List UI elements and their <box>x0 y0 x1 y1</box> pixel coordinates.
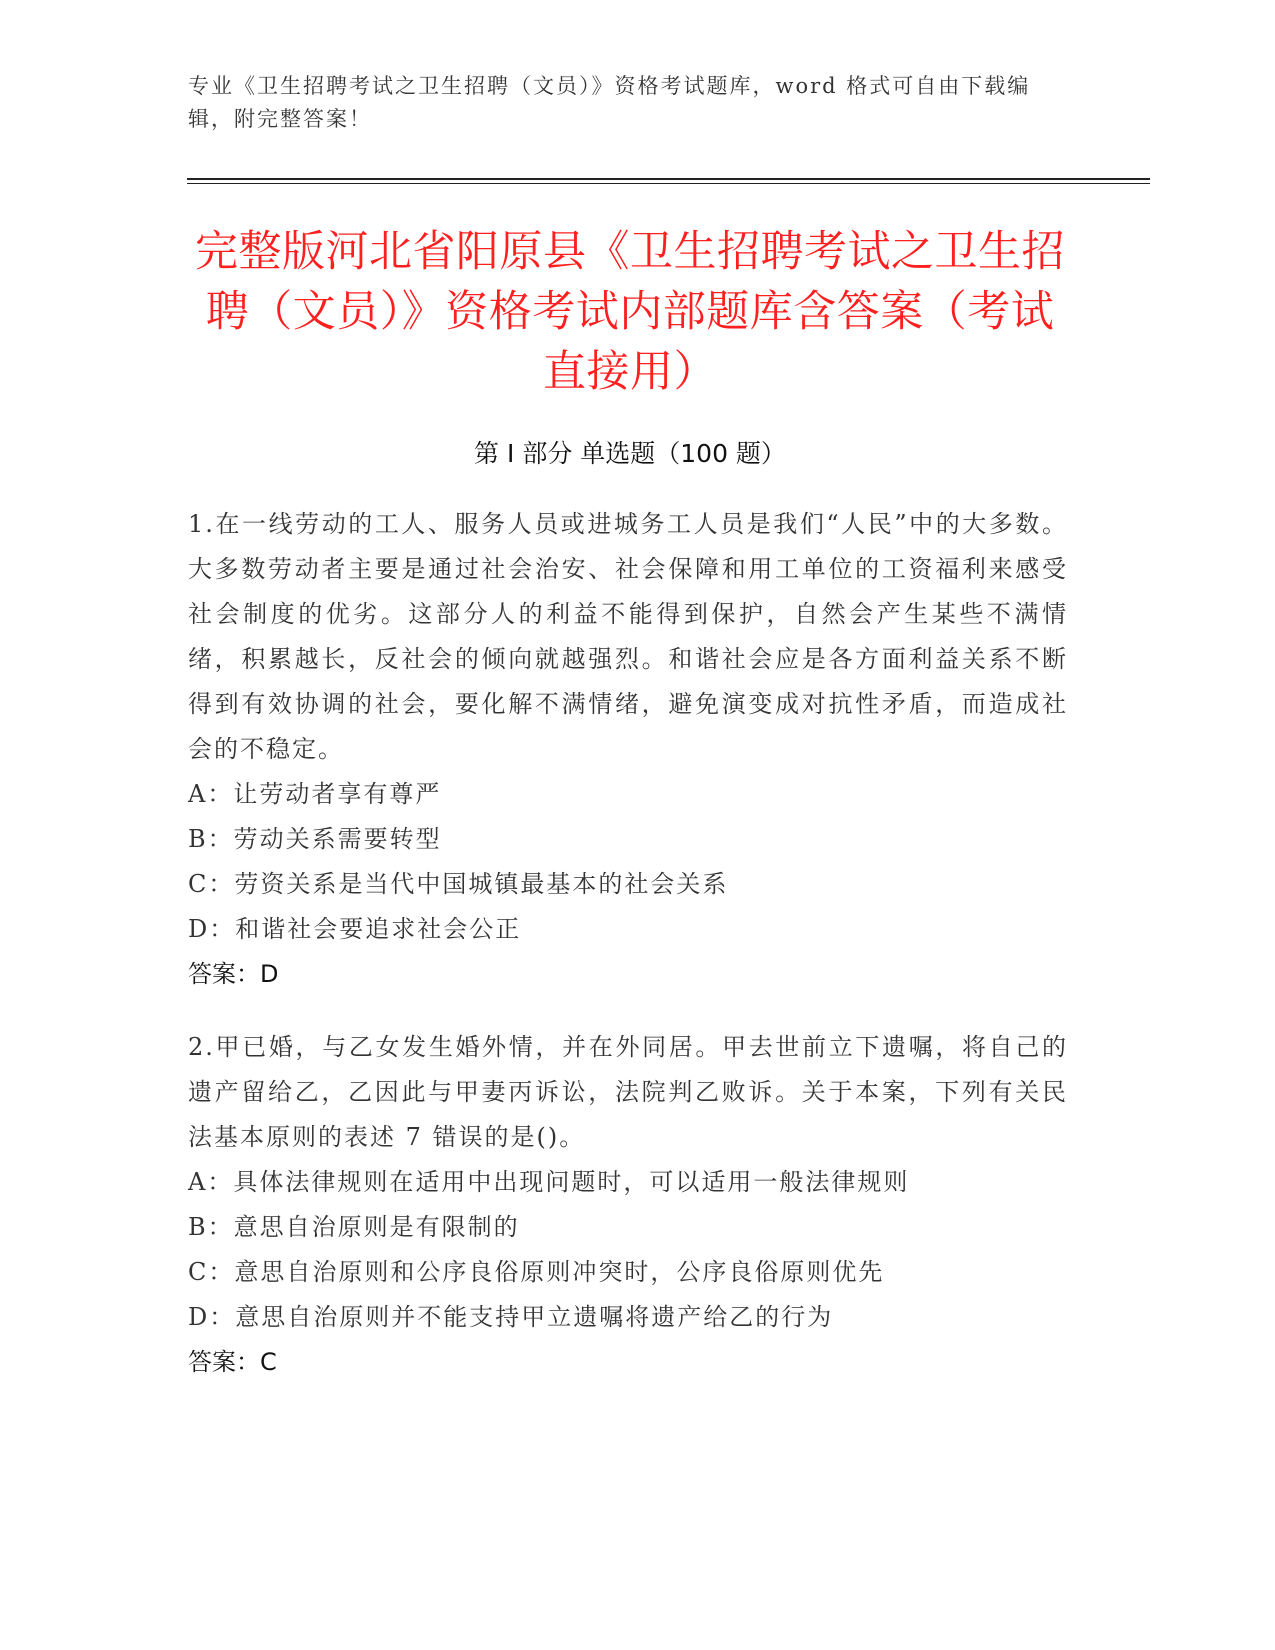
header-divider-thick <box>187 178 1150 180</box>
document-title: 完整版河北省阳原县《卫生招聘考试之卫生招聘（文员）》资格考试内部题库含答案（考试直接用） <box>195 227 1065 397</box>
question-stem: 2.甲已婚，与乙女发生婚外情，并在外同居。甲去世前立下遗嘱，将自己的遗产留给乙，乙因此与甲妻丙诉讼，法院判乙败诉。关于本案，下列有关民法基本原则的表述 7 错误的是()。 <box>188 1033 1068 1151</box>
option-c: C：意思自治原则和公序良俗原则冲突时，公序良俗原则优先 <box>188 1258 885 1286</box>
option-d: D：和谐社会要追求社会公正 <box>188 915 522 943</box>
header-note: 专业《卫生招聘考试之卫生招聘（文员）》资格考试题库，word 格式可自由下载编辑，附完整答案！ <box>188 74 1031 131</box>
question-stem: 1.在一线劳动的工人、服务人员或进城务工人员是我们“人民”中的大多数。大多数劳动者主要是通过社会治安、社会保障和用工单位的工资福利来感受社会制度的优劣。这部分人的利益不能得到保护，自然会产生某些不满情绪，积累越长，反社会的倾向就越强烈。和谐社会应是各方面利益关系不断得到有效协调的社会，要化解不满情绪，避免演变成对抗性矛盾，而造成社会的不稳定。 <box>188 510 1068 763</box>
option-b: B：意思自治原则是有限制的 <box>188 1213 520 1241</box>
option-d: D：意思自治原则并不能支持甲立遗嘱将遗产给乙的行为 <box>188 1303 834 1331</box>
question-2 <box>188 1025 1068 1385</box>
answer: 答案：C <box>188 1348 277 1376</box>
section-heading: 第 I 部分 单选题（100 题） <box>474 439 786 468</box>
option-a: A：具体法律规则在适用中出现问题时，可以适用一般法律规则 <box>188 1168 910 1196</box>
option-b: B：劳动关系需要转型 <box>188 825 442 853</box>
header-divider-thin <box>187 183 1150 184</box>
option-c: C：劳资关系是当代中国城镇最基本的社会关系 <box>188 870 729 898</box>
option-a: A：让劳动者享有尊严 <box>188 780 442 808</box>
answer: 答案：D <box>188 960 279 988</box>
question-1 <box>188 502 1068 997</box>
